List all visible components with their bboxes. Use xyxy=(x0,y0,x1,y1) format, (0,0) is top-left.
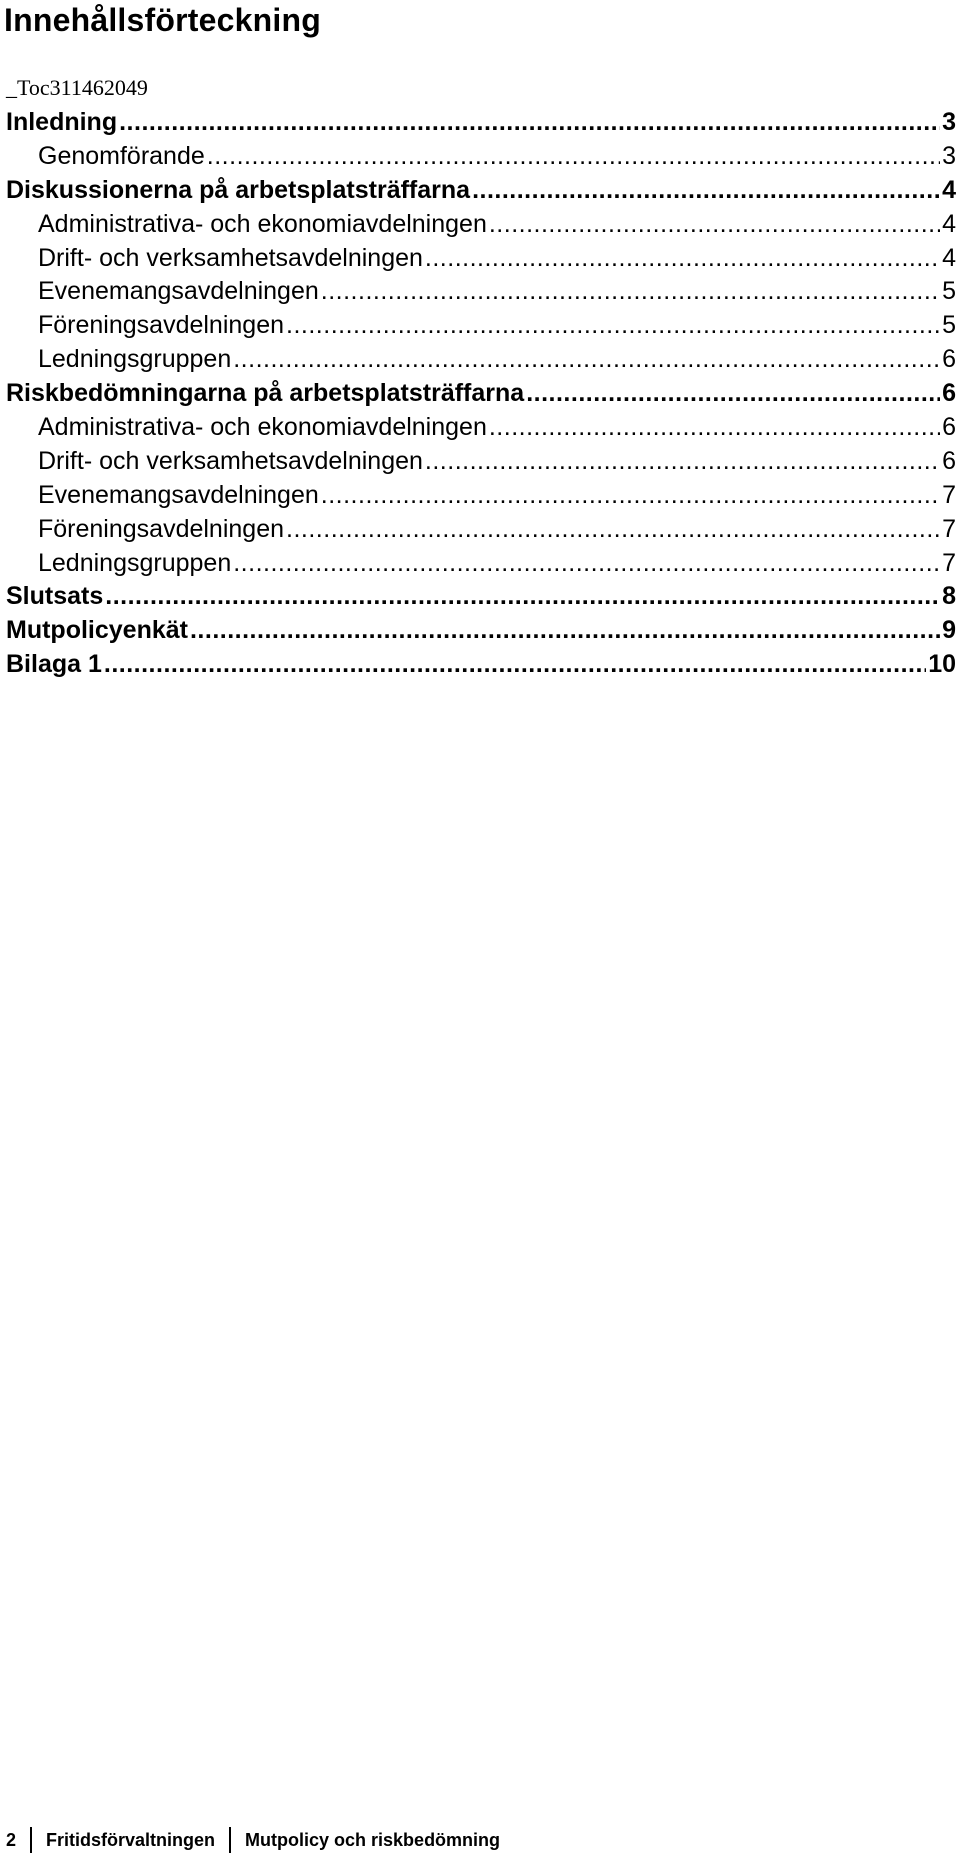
toc-entry-page-number: 5 xyxy=(942,277,956,306)
toc-entry[interactable] xyxy=(6,142,956,176)
toc-entry[interactable] xyxy=(6,650,956,684)
page-title: Innehållsförteckning xyxy=(4,2,321,38)
toc-entry[interactable] xyxy=(6,108,956,142)
toc-entry-label: Drift- och verksamhetsavdelningen xyxy=(38,446,423,475)
footer-document-name: Mutpolicy och riskbedömning xyxy=(245,1829,501,1850)
toc-entry-page-number: 3 xyxy=(942,141,956,170)
toc-entry-label: Riskbedömningarna på arbetsplatsträffarna xyxy=(6,379,525,408)
toc-entry[interactable] xyxy=(6,210,956,244)
toc-entry-label: Evenemangsavdelningen xyxy=(38,277,319,306)
footer-separator xyxy=(229,1827,231,1853)
toc-dot-leader xyxy=(233,345,940,374)
toc-entry-label: Drift- och verksamhetsavdelningen xyxy=(38,243,423,272)
toc-dot-leader xyxy=(190,616,940,645)
toc-entry[interactable] xyxy=(6,447,956,481)
toc-dot-leader xyxy=(321,277,940,306)
toc-entry-page-number: 7 xyxy=(942,548,956,577)
toc-dot-leader xyxy=(233,549,940,578)
toc-entry-label: Administrativa- och ekonomiavdelningen xyxy=(38,413,487,442)
toc-entry[interactable] xyxy=(6,311,956,345)
toc-entry-label: Evenemangsavdelningen xyxy=(38,480,319,509)
footer-page-number: 2 xyxy=(6,1829,17,1850)
toc-entry[interactable] xyxy=(6,515,956,549)
toc-dot-leader xyxy=(321,481,940,510)
toc-entry-label: Diskussionerna på arbetsplatsträffarna xyxy=(6,175,471,204)
toc-entry-page-number: 6 xyxy=(942,446,956,475)
toc-dot-leader xyxy=(104,650,926,679)
toc-dot-leader xyxy=(286,515,940,544)
footer-separator xyxy=(30,1827,32,1853)
toc-entry-page-number: 3 xyxy=(942,108,956,136)
toc-entry-page-number: 10 xyxy=(928,650,956,679)
toc-entry-label: Administrativa- och ekonomiavdelningen xyxy=(38,209,487,238)
toc-dot-leader xyxy=(526,379,940,408)
toc-entry-label: Mutpolicyenkät xyxy=(6,616,188,645)
toc-entry[interactable] xyxy=(6,244,956,278)
toc-entry-page-number: 6 xyxy=(942,413,956,442)
toc-dot-leader xyxy=(119,108,940,137)
toc-entry-page-number: 8 xyxy=(942,582,956,611)
toc-entry-page-number: 4 xyxy=(942,209,956,238)
toc-entry[interactable] xyxy=(6,176,956,210)
toc-entry-label: Bilaga 1 xyxy=(6,650,102,679)
toc-entry-label: Genomförande xyxy=(38,141,205,170)
toc-entry-label: Inledning xyxy=(6,108,118,136)
toc-dot-leader xyxy=(489,210,940,239)
toc-dot-leader xyxy=(425,244,940,273)
toc-entry-label: Ledningsgruppen xyxy=(38,548,232,577)
toc-dot-leader xyxy=(489,413,940,442)
toc-entry-label: Ledningsgruppen xyxy=(38,345,232,374)
footer-organization: Fritidsförvaltningen xyxy=(46,1829,216,1850)
toc-entry[interactable] xyxy=(6,379,956,413)
toc-entry-label: Föreningsavdelningen xyxy=(38,311,285,340)
toc-dot-leader xyxy=(286,311,940,340)
toc-dot-leader xyxy=(207,142,940,171)
toc-entry-page-number: 9 xyxy=(942,616,956,645)
toc-entry[interactable] xyxy=(6,277,956,311)
toc-dot-leader xyxy=(105,582,940,611)
toc-entry[interactable] xyxy=(6,481,956,515)
toc-dot-leader xyxy=(472,176,940,205)
toc-entry-page-number: 6 xyxy=(942,379,956,408)
toc-entry[interactable] xyxy=(6,616,956,650)
toc-entry-page-number: 4 xyxy=(942,175,956,204)
toc-entry[interactable] xyxy=(6,549,956,583)
toc-entry-page-number: 7 xyxy=(942,514,956,543)
toc-entry[interactable] xyxy=(6,413,956,447)
toc-entry-page-number: 4 xyxy=(942,243,956,272)
toc-entry-label: Föreningsavdelningen xyxy=(38,514,285,543)
toc-anchor-code: _Toc311462049 xyxy=(6,75,148,100)
page-footer xyxy=(6,1826,500,1854)
table-of-contents xyxy=(6,108,956,684)
toc-entry[interactable] xyxy=(6,345,956,379)
toc-entry-page-number: 5 xyxy=(942,311,956,340)
toc-entry-label: Slutsats xyxy=(6,582,104,611)
toc-entry-page-number: 6 xyxy=(942,345,956,374)
toc-entry[interactable] xyxy=(6,582,956,616)
toc-entry-page-number: 7 xyxy=(942,480,956,509)
toc-dot-leader xyxy=(425,447,940,476)
